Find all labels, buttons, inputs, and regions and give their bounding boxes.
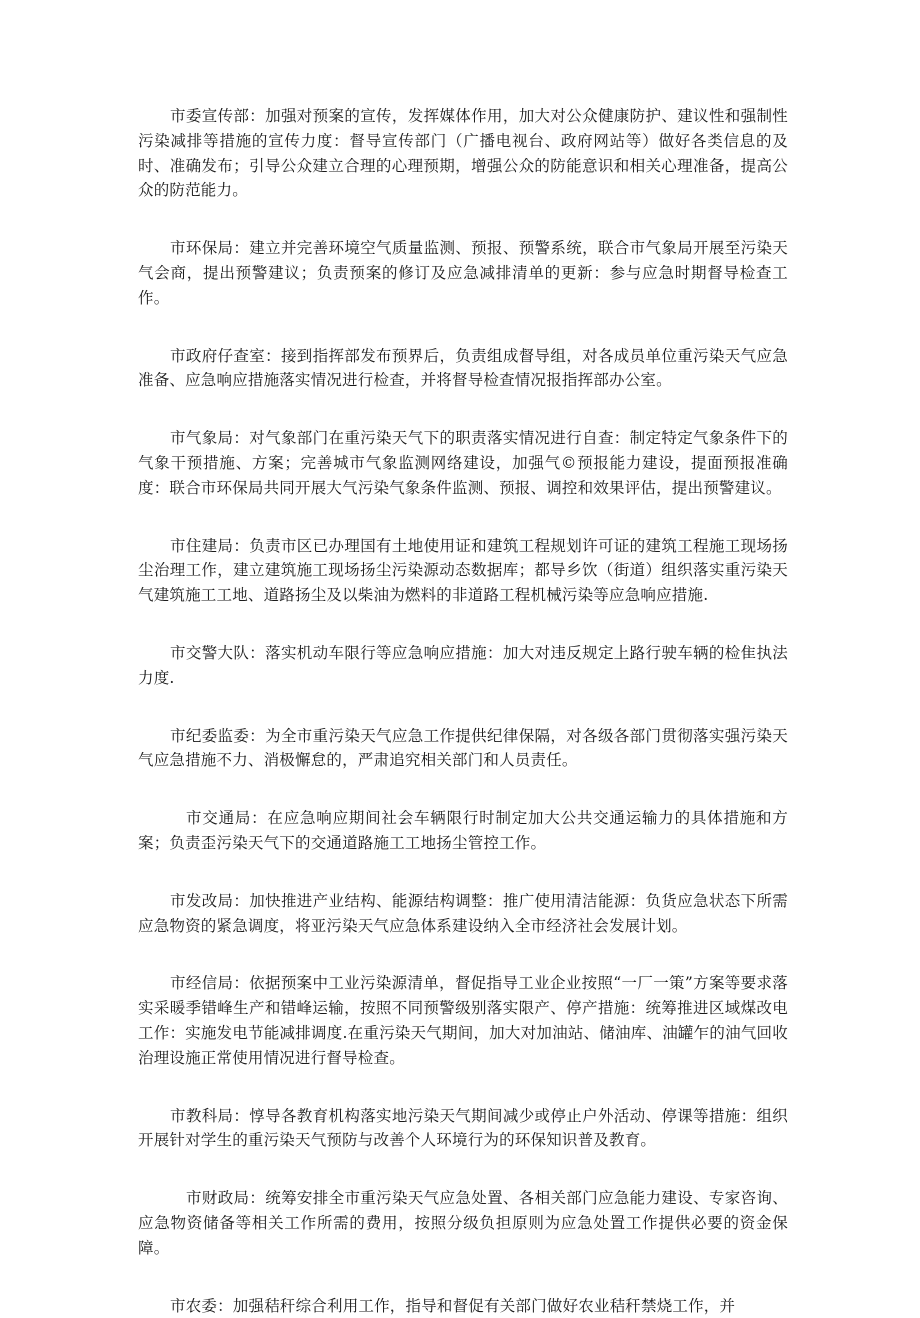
- paragraph-government-inspection-office: 市政府仔查室：接到指挥部发布预界后，负责组成督导组，对各成员单位重污染天气应急准备、应急响应措施落实情况进行检查，并将督导检查情况报指挥部办公室。: [138, 344, 788, 394]
- paragraph-environmental-bureau: 市环保局：建立并完善环境空气质量监测、预报、预警系统，联合市气象局开展至污染天气会商，提出预警建议；负责预案的修订及应急减排清单的更新：参与应急时期督导检查工作。: [138, 236, 788, 310]
- paragraph-propaganda-dept: 市委宣传部：加强对预案的宣传，发挥媒体作用，加大对公众健康防护、建议性和强制性污染减排等措施的宣传力度：督导宣传部门（广播电视台、政府网站等）做好各类信息的及时、准确发布；引导公众建立合理的心理预期，增强公众的防能意识和相关心理准备，提高公众的防范能力。: [138, 104, 788, 203]
- paragraph-economy-information-bureau: 市经信局：依据预案中工业污染源清单，督促指导工业企业按照“一厂一策”方案等要求落实采暖季错峰生产和错峰运输，按照不同预警级别落实限产、停产措施：统筹推进区域煤改电工作：实施发电节能减排调度.在重污染天气期间，加大对加油站、储油库、油罐乍的油气回收治理设施正常使用情况进行督导检查。: [138, 971, 788, 1070]
- document-body: [138, 104, 788, 1318]
- paragraph-agriculture-commission: 市农委：加强秸秆综合利用工作，指导和督促有关部门做好农业秸秆禁烧工作，并: [138, 1294, 788, 1318]
- paragraph-finance-bureau: 市财政局：统筹安排全市重污染天气应急处置、各相关部门应急能力建设、专家咨询、应急物资储备等相关工作所需的费用，按照分级负担原则为应急处置工作提供必要的资金保障。: [138, 1186, 788, 1260]
- paragraph-traffic-police: 市交警大队：落实机动车限行等应急响应措施：加大对违反规定上路行驶车辆的检隹执法力度.: [138, 641, 788, 691]
- paragraph-meteorological-bureau: 市气象局：对气象部门在重污染天气下的职责落实情况进行自查：制定特定气象条件下的气象干预措施、方案；完善城市气象监测网络建设，加强气©预报能力建设，提面预报准确度：联合市环保局共同开展大气污染气象条件监测、预报、调控和效果评估，提出预警建议。: [138, 426, 788, 500]
- paragraph-housing-construction-bureau: 市住建局：负责市区已办理国有土地使用证和建筑工程规划许可证的建筑工程施工现场扬尘治理工作，建立建筑施工现场扬尘污染源动态数据库；都导乡饮（街道）组织落实重污染天气建筑施工工地、道路扬尘及以柴油为燃料的非道路工程机械污染等应急响应措施.: [138, 534, 788, 608]
- paragraph-education-bureau: 市教科局：惇导各教育机构落实地污染天气期间减少或停止户外活动、停课等措施：组织开展针对学生的重污染天气预防与改善个人环境行为的环保知识普及教育。: [138, 1104, 788, 1154]
- paragraph-discipline-commission: 市纪委监委：为全市重污染天气应急工作提供纪律保隔，对各级各部门贯彻落实强污染天气应急措施不力、消极懈怠的，严肃追究相关部门和人员责任。: [138, 724, 788, 774]
- paragraph-development-reform-bureau: 市发改局：加快推进产业结构、能源结构调整：推广使用清洁能源：负货应急状态下所需应急物资的紧急调度，将亚污染天气应急体系建设纳入全市经济社会发展计划。: [138, 889, 788, 939]
- paragraph-transport-bureau: 市交通局：在应急响应期间社会车辆限行时制定加大公共交通运输力的具体措施和方案；负责歪污染天气下的交通道路施工工地扬尘管控工作。: [138, 806, 788, 856]
